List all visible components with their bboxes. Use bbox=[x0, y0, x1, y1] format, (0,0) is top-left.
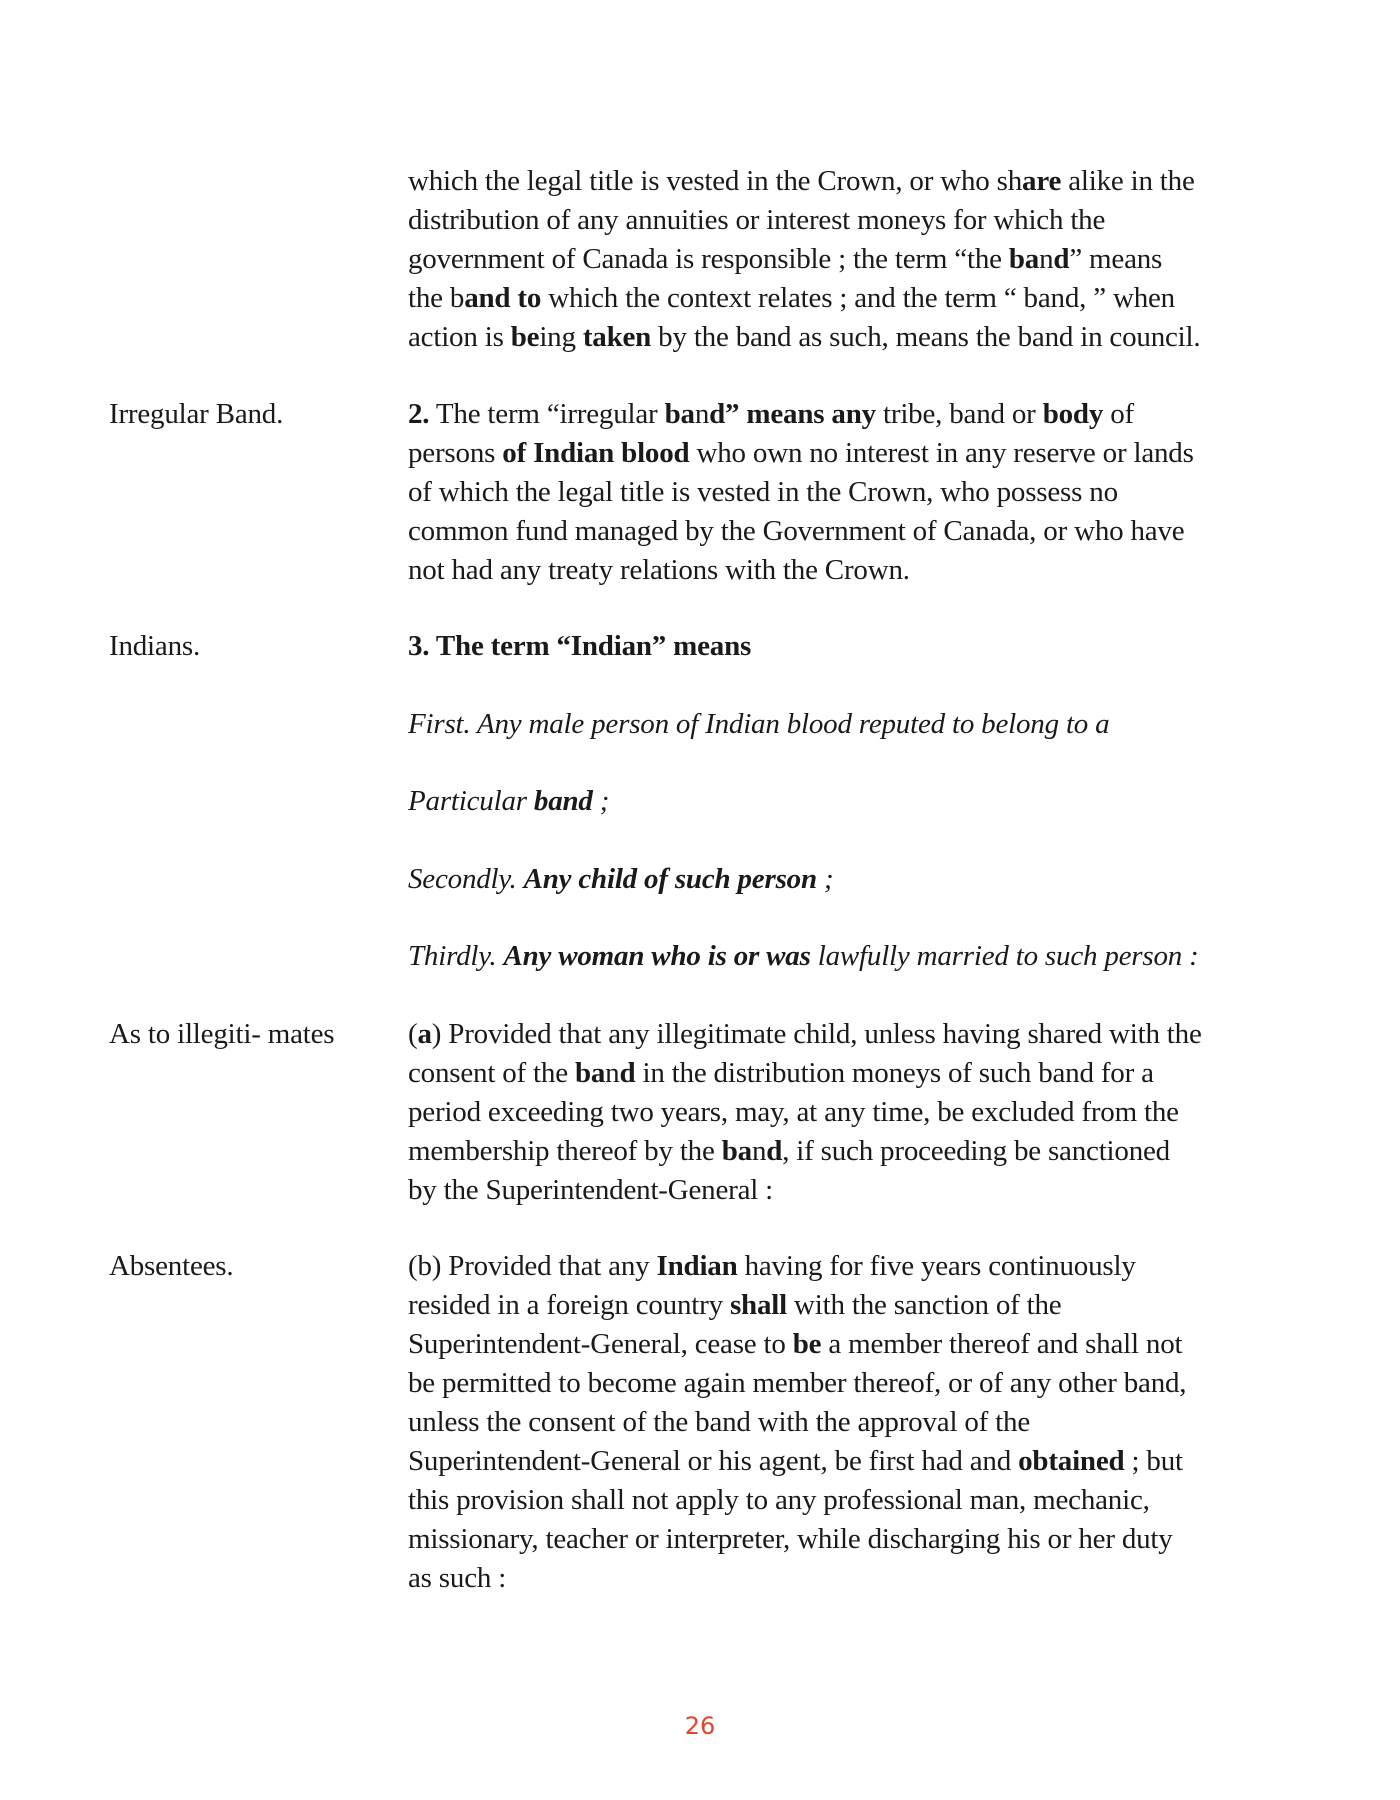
clause-particular: Particular band ; bbox=[408, 785, 610, 817]
text-line: distribution of any annuities or interest moneys for which the bbox=[408, 204, 1106, 236]
text-line: the band to which the context relates ; and the term “ band, ” when bbox=[408, 282, 1175, 314]
margin-label: Absentees. bbox=[109, 1250, 234, 1282]
text-line: (b) Provided that any Indian having for five years continuously bbox=[408, 1250, 1136, 1282]
section-heading: 3. The term “Indian” means bbox=[408, 630, 752, 662]
text-line: period exceeding two years, may, at any time, be excluded from the bbox=[408, 1096, 1179, 1128]
margin-label: As to illegiti- mates bbox=[109, 1018, 335, 1050]
page-number: 26 bbox=[684, 1712, 716, 1740]
text-line: common fund managed by the Government of Canada, or who have bbox=[408, 515, 1185, 547]
text-line: resided in a foreign country shall with the sanction of the bbox=[408, 1289, 1062, 1321]
text-line: Superintendent-General, cease to be a member thereof and shall not bbox=[408, 1328, 1183, 1360]
text-line: as such : bbox=[408, 1562, 507, 1594]
clause-thirdly: Thirdly. Any woman who is or was lawfully married to such person : bbox=[408, 940, 1199, 972]
text-line: Superintendent-General or his agent, be first had and obtained ; but bbox=[408, 1445, 1183, 1477]
text-line: 2. The term “irregular band” means any tribe, band or body of bbox=[408, 398, 1134, 430]
text-line: (a) Provided that any illegitimate child, unless having shared with the bbox=[408, 1018, 1202, 1050]
text-line: of which the legal title is vested in the Crown, who possess no bbox=[408, 476, 1118, 508]
text-line: be permitted to become again member thereof, or of any other band, bbox=[408, 1367, 1187, 1399]
text-line: membership thereof by the band, if such proceeding be sanctioned bbox=[408, 1135, 1170, 1167]
text-line: missionary, teacher or interpreter, while discharging his or her duty bbox=[408, 1523, 1173, 1555]
clause-secondly: Secondly. Any child of such person ; bbox=[408, 863, 834, 895]
text-line: by the Superintendent-General : bbox=[408, 1174, 774, 1206]
clause-first: First. Any male person of Indian blood reputed to belong to a bbox=[408, 708, 1110, 740]
margin-label: Indians. bbox=[109, 630, 201, 662]
text-line: persons of Indian blood who own no interest in any reserve or lands bbox=[408, 437, 1194, 469]
text-line: action is being taken by the band as such, means the band in council. bbox=[408, 321, 1201, 353]
text-line: government of Canada is responsible ; the term “the band” means bbox=[408, 243, 1163, 275]
text-line: consent of the band in the distribution moneys of such band for a bbox=[408, 1057, 1154, 1089]
text-line: this provision shall not apply to any professional man, mechanic, bbox=[408, 1484, 1150, 1516]
margin-label: Irregular Band. bbox=[109, 398, 284, 430]
text-line: which the legal title is vested in the Crown, or who share alike in the bbox=[408, 165, 1195, 197]
text-line: unless the consent of the band with the approval of the bbox=[408, 1406, 1031, 1438]
text-line: not had any treaty relations with the Crown. bbox=[408, 554, 910, 586]
